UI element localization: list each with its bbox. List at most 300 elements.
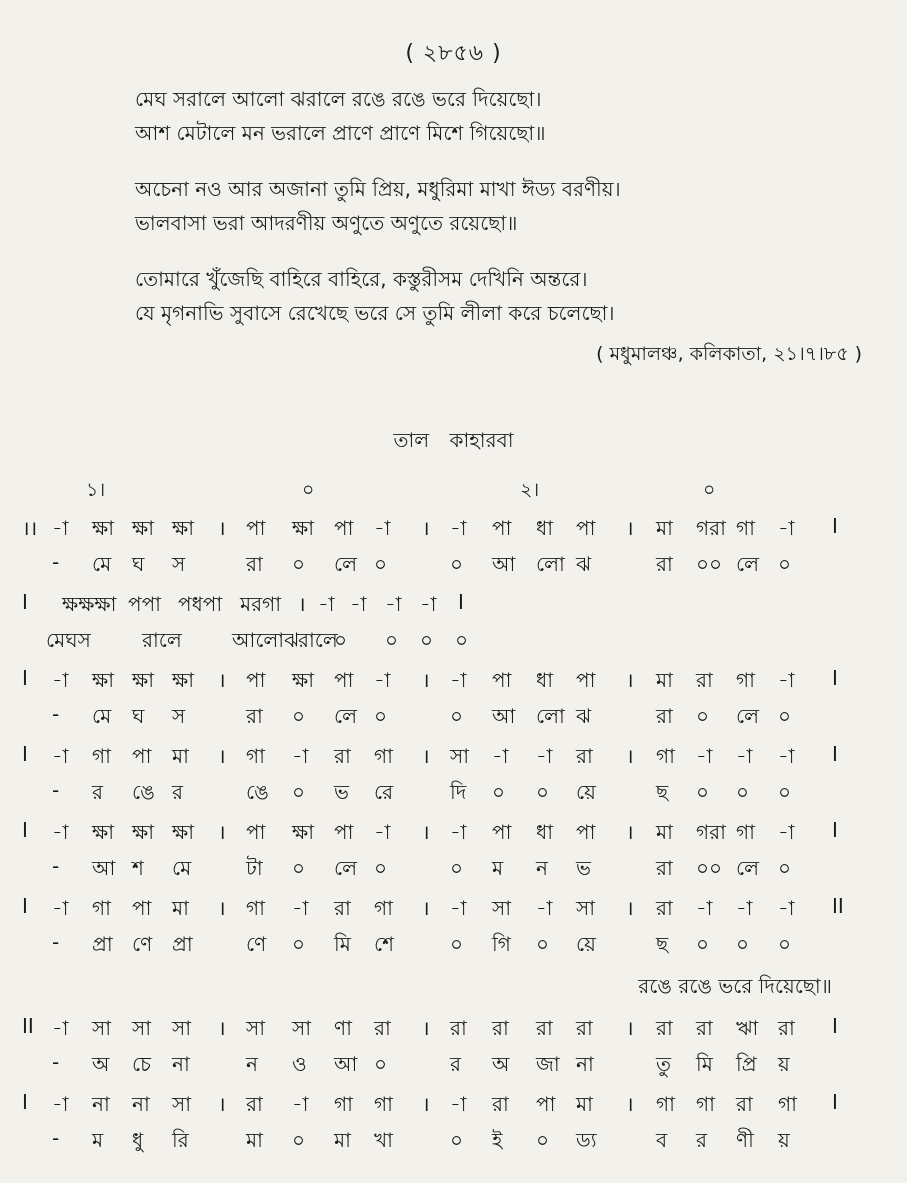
notation-table [0,508,907,1160]
swara-cell: ।। [22,516,38,540]
swara-cell: -া [450,896,467,920]
syllable-cell: ০ [778,856,792,880]
swara-cell: -া [374,820,391,844]
swara-cell: ক্ষা [132,820,155,844]
syllable-cell: ০ [292,856,306,880]
syllable-cell: অ [92,1052,110,1076]
swara-cell: । [218,516,226,540]
swara-cell: ক্ষক্ষক্ষা [62,592,117,616]
syllable-cell: ঘ [132,552,145,576]
page-number: ( ২৮৫৬ ) [405,41,502,66]
swara-cell: -া [736,744,753,768]
syllable-cell: - [52,930,60,954]
syllable-cell: র [696,1128,708,1152]
swara-cell: পধপা [178,592,223,616]
swara-cell: I [832,742,838,766]
syllable-cell: - [52,854,60,878]
swara-cell: গা [334,1092,353,1116]
swara-cell: । [626,744,634,768]
beat-marker: ২। [520,479,540,501]
swara-cell: গা [656,744,675,768]
syllable-cell: রা [656,856,673,880]
syllable-cell: না [576,1052,594,1076]
syllable-cell: মি [696,1052,713,1076]
syllable-cell: ণে [246,932,267,956]
swara-cell: ক্ষা [292,668,315,692]
swara-cell: মা [576,1092,593,1116]
syllable-cell: ঙে [132,780,155,804]
swara-cell: । [218,744,226,768]
swara-cell: । [218,820,226,844]
syllable-cell: ০ [450,932,464,956]
source-citation: ( মধুমালঞ্চ, কলিকাতা, ২১।৭।৮৫ ) [596,343,862,365]
syllable-cell: ০ [778,552,792,576]
syllable-cell: ০ [536,780,550,804]
syllable-cell: ০ [536,1128,550,1152]
syllable-cell: অ [492,1052,510,1076]
swara-cell: পপা [128,592,161,616]
syllable-cell: ০ [292,1128,306,1152]
syllable-row [0,1046,907,1084]
swara-cell: -া [778,516,795,540]
swara-cell: গা [656,1092,675,1116]
syllable-cell: প্রা [172,932,193,956]
syllable-cell: ০ [696,932,710,956]
syllable-cell: ০ [374,552,388,576]
swara-cell: গা [736,516,755,540]
swara-cell: পা [536,1092,556,1116]
syllable-cell: ঘ [132,704,145,728]
swara-cell: সা [492,896,512,920]
swara-cell: ক্ষা [92,516,115,540]
swara-cell: -া [374,516,391,540]
swara-cell: ক্ষা [292,516,315,540]
swara-cell: গরা [696,820,726,844]
syllable-cell: রালে [142,628,182,652]
syllable-cell: ০ [374,704,388,728]
swara-row [0,1008,907,1046]
beat-marker: ০ [302,479,315,501]
notation-caption [0,964,907,1008]
swara-cell: -া [350,592,367,616]
syllable-cell: য়ে [576,932,596,956]
swara-cell: মা [172,896,189,920]
syllable-row [0,546,907,584]
syllable-cell: ০ [778,780,792,804]
swara-cell: রা [656,1016,673,1040]
syllable-cell: আ [334,1052,358,1076]
swara-cell: -া [52,1092,69,1116]
swara-cell: গা [246,744,265,768]
syllable-row [0,1122,907,1160]
swara-cell: রা [778,1016,795,1040]
swara-cell: সা [92,1016,112,1040]
swara-cell: রা [576,744,593,768]
swara-cell: ধা [536,516,554,540]
swara-cell: পা [576,516,596,540]
syllable-cell: - [52,1126,60,1150]
swara-cell: রা [536,1016,553,1040]
swara-cell: -া [52,744,69,768]
swara-cell: -া [292,896,309,920]
swara-cell: -া [374,668,391,692]
syllable-cell: জা [536,1052,560,1076]
syllable-cell: ঙে [246,780,269,804]
syllable-cell: মি [334,932,351,956]
swara-row [0,508,907,546]
swara-cell: I [832,1090,838,1114]
syllable-cell: শ [132,856,144,880]
syllable-cell: য়ে [576,780,596,804]
swara-cell: ধা [536,668,554,692]
swara-cell: সা [172,1092,192,1116]
swara-cell: রা [334,744,351,768]
swara-cell: -া [420,592,437,616]
swara-cell: ক্ষা [132,668,155,692]
syllable-cell: লে [334,704,358,728]
swara-cell: ক্ষা [132,516,155,540]
swara-cell: রা [374,1016,391,1040]
swara-cell: পা [334,516,354,540]
swara-cell: I [22,818,28,842]
taal-heading: তাল কাহারবা [393,428,514,452]
swara-cell: গা [374,1092,393,1116]
syllable-cell: রা [656,704,673,728]
lyric-line: আশ মেটালে মন ভরালে প্রাণে প্রাণে মিশে গিয়েছো॥ [135,121,546,145]
syllable-cell: ০ [696,780,710,804]
swara-cell: -া [536,744,553,768]
swara-cell: -া [778,820,795,844]
swara-cell: গা [736,820,755,844]
swara-cell: ক্ষা [92,820,115,844]
swara-cell: । [218,1016,226,1040]
swara-cell: গা [736,668,755,692]
syllable-cell: র [172,780,184,804]
stanza [135,262,855,330]
syllable-cell: ভ [576,856,591,880]
syllable-cell: প্রি [736,1052,757,1076]
syllable-cell: ও [292,1052,307,1076]
syllable-cell: ০ [736,932,750,956]
syllable-cell: ছ [656,932,669,956]
syllable-cell: প্রা [92,932,113,956]
swara-cell: মা [656,668,673,692]
swara-cell: সা [450,744,470,768]
swara-cell: রা [736,1092,753,1116]
syllable-cell: ০ [385,628,399,652]
swara-cell: -া [450,820,467,844]
swara-cell: । [422,896,430,920]
swara-cell: II [22,1014,34,1038]
swara-cell: -া [52,820,69,844]
swara-cell: ক্ষা [292,820,315,844]
swara-cell: পা [246,668,266,692]
swara-cell: না [132,1092,150,1116]
syllable-cell: রা [246,704,263,728]
swara-cell: । [626,1092,634,1116]
syllable-cell: দি [450,780,467,804]
swara-cell: গা [696,1092,715,1116]
swara-cell: সা [132,1016,152,1040]
swara-cell: মা [656,820,673,844]
syllable-cell: লো [536,704,565,728]
swara-cell: সা [292,1016,312,1040]
swara-cell: -া [696,896,713,920]
swara-row [0,1084,907,1122]
swara-cell: I [832,514,838,538]
swara-cell: । [218,896,226,920]
swara-cell: -া [736,896,753,920]
swara-cell: I [22,1090,28,1114]
swara-cell: । [218,668,226,692]
swara-cell: গরা [696,516,726,540]
syllable-cell: ন [246,1052,258,1076]
swara-cell: I [832,1014,838,1038]
swara-row [0,888,907,926]
syllable-cell: লো [536,552,565,576]
lyric-line: যে মৃগনাভি সুবাসে রেখেছে ভরে সে তুমি লীলা করে চলেছো। [135,301,615,325]
syllable-row [0,926,907,964]
syllable-cell: ড্য [576,1128,597,1152]
swara-row [0,812,907,850]
swara-cell: গা [92,896,111,920]
lyric-line: অচেনা নও আর অজানা তুমি প্রিয়, মধুরিমা মাখা ঈড্য বরণীয়। [135,177,621,201]
syllable-cell: ০ [455,628,469,652]
swara-cell: । [422,516,430,540]
syllable-cell: ০ [292,704,306,728]
syllable-cell: ০ [696,704,710,728]
swara-cell: । [626,820,634,844]
syllable-cell: আ [492,704,516,728]
swara-cell: । [422,1016,430,1040]
swara-cell: মা [656,516,673,540]
swara-cell: মরগা [240,592,282,616]
syllable-cell: য় [778,1128,790,1152]
swara-row [0,584,907,622]
swara-cell: II [832,894,844,918]
swara-cell: রা [492,1092,509,1116]
syllable-cell: গি [492,932,511,956]
swara-cell: । [422,668,430,692]
syllable-cell: আ [92,856,116,880]
swara-cell: I [22,590,28,614]
syllable-cell: ন [536,856,548,880]
lyric-line: ভালবাসা ভরা আদরণীয় অণুতে অণুতে রয়েছো॥ [135,211,518,235]
syllable-row [0,698,907,736]
swara-cell: । [422,820,430,844]
swara-cell: গা [374,896,393,920]
syllable-cell: লে [736,856,760,880]
syllable-cell: মে [92,552,112,576]
syllable-cell: ০ [736,780,750,804]
syllable-cell: র [92,780,104,804]
swara-cell: I [22,666,28,690]
syllable-cell: মা [334,1128,351,1152]
swara-cell: -া [52,1016,69,1040]
swara-cell: -া [536,896,553,920]
swara-cell: পা [246,820,266,844]
syllable-cell: না [172,1052,190,1076]
syllable-cell: ০ [778,704,792,728]
swara-cell: রা [246,1092,263,1116]
swara-cell: -া [778,896,795,920]
stanza [135,82,855,150]
swara-cell: রা [334,896,351,920]
syllable-cell: ছ [656,780,669,804]
syllable-cell: ধু [132,1128,144,1152]
swara-cell: পা [132,744,152,768]
swara-cell: পা [492,516,512,540]
beat-markers [0,476,907,506]
syllable-cell: রালে [298,628,338,652]
syllable-cell: চে [132,1052,151,1076]
swara-cell: -া [450,668,467,692]
swara-cell: রা [450,1016,467,1040]
swara-cell: রা [696,1016,713,1040]
syllable-cell: ০ [492,780,506,804]
swara-cell: I [22,894,28,918]
swara-cell: -া [318,592,335,616]
syllable-row [0,774,907,812]
swara-cell: পা [576,820,596,844]
swara-cell: ণা [334,1016,352,1040]
swara-cell: । [626,668,634,692]
swara-cell: গা [92,744,111,768]
swara-cell: ক্ষা [92,668,115,692]
syllable-cell: ০ [292,552,306,576]
swara-cell: রা [576,1016,593,1040]
syllable-cell: - [52,778,60,802]
swara-cell: -া [385,592,402,616]
syllable-cell: লে [736,704,760,728]
syllable-cell: ০ [292,932,306,956]
caption-text: রঙে রঙে ভরে দিয়েছো॥ [638,974,832,998]
swara-cell: পা [492,820,512,844]
swara-row [0,660,907,698]
swara-cell: মা [172,744,189,768]
swara-cell: I [458,590,464,614]
syllable-cell: ঝ [576,552,592,576]
swara-cell: । [626,896,634,920]
swara-cell: সা [172,1016,192,1040]
syllable-cell: খা [374,1128,393,1152]
syllable-cell: মে [92,704,112,728]
syllable-cell: ০ [450,704,464,728]
syllable-cell: রা [656,552,673,576]
syllable-cell: স [172,552,186,576]
swara-cell: -া [292,744,309,768]
syllable-cell: স [172,704,186,728]
swara-cell: -া [778,744,795,768]
swara-cell: -া [52,516,69,540]
swara-cell: রা [696,668,713,692]
beat-marker: ০ [703,479,716,501]
syllable-cell: মা [246,1128,263,1152]
syllable-cell: ণী [736,1128,754,1152]
swara-cell: I [22,742,28,766]
swara-cell: পা [576,668,596,692]
swara-cell: পা [246,516,266,540]
syllable-cell: ০ [778,932,792,956]
swara-cell: পা [492,668,512,692]
stanza [135,172,855,240]
syllable-cell: লে [334,552,358,576]
syllable-row [0,622,907,660]
syllable-cell: লে [736,552,760,576]
swara-cell: -া [450,1092,467,1116]
lyric-line: তোমারে খুঁজেছি বাহিরে বাহিরে, কস্তুরীসম দেখিনি অন্তরে। [135,267,588,291]
swara-cell: I [832,666,838,690]
swara-cell: গা [778,1092,797,1116]
swara-cell: -া [292,1092,309,1116]
syllable-cell: রি [172,1128,189,1152]
syllable-cell: তু [656,1052,672,1076]
syllable-row [0,850,907,888]
syllable-cell: ০০ [696,552,723,576]
swara-cell: -া [778,668,795,692]
swara-cell: সা [246,1016,266,1040]
swara-cell: ঋা [736,1016,759,1040]
swara-cell: I [832,818,838,842]
beat-marker: ১। [86,479,106,501]
syllable-cell: ব [656,1128,668,1152]
syllable-cell: রা [246,552,263,576]
syllable-cell: আ [492,552,516,576]
swara-cell: পা [132,896,152,920]
syllable-cell: ম [492,856,504,880]
swara-cell: পা [334,820,354,844]
swara-cell: । [298,592,306,616]
swara-cell: গা [246,896,265,920]
swara-row [0,736,907,774]
swara-cell: সা [576,896,596,920]
syllable-cell: ঝ [576,704,592,728]
swara-cell: পা [334,668,354,692]
syllable-cell: টা [246,856,263,880]
syllable-cell: লে [334,856,358,880]
lyric-line: মেঘ সরালে আলো ঝরালে রঙে রঙে ভরে দিয়েছো। [135,87,542,111]
swara-cell: । [626,1016,634,1040]
syllable-cell: ০ [420,628,434,652]
syllable-cell: আলোঝ [232,628,300,652]
syllable-cell: র [450,1052,462,1076]
swara-cell: । [422,744,430,768]
swara-cell: রা [492,1016,509,1040]
syllable-cell: ভ [334,780,349,804]
swara-cell: ক্ষা [172,516,195,540]
swara-cell: । [218,1092,226,1116]
swara-cell: গা [374,744,393,768]
syllable-cell: ০০ [696,856,723,880]
syllable-cell: - [52,1050,60,1074]
syllable-cell: য় [778,1052,790,1076]
syllable-cell: ম [92,1128,104,1152]
syllable-cell: ণে [132,932,153,956]
lyrics-block [135,82,855,352]
syllable-cell: - [52,702,60,726]
syllable-cell: ০ [450,856,464,880]
syllable-cell: রে [374,780,394,804]
syllable-cell: ০ [450,1128,464,1152]
syllable-cell: শে [374,932,394,956]
swara-cell: না [92,1092,110,1116]
swara-cell: ধা [536,820,554,844]
syllable-cell: মেঘস [46,628,91,652]
swara-cell: রা [656,896,673,920]
syllable-cell: ০ [536,932,550,956]
swara-cell: । [626,516,634,540]
swara-cell: ক্ষা [172,668,195,692]
